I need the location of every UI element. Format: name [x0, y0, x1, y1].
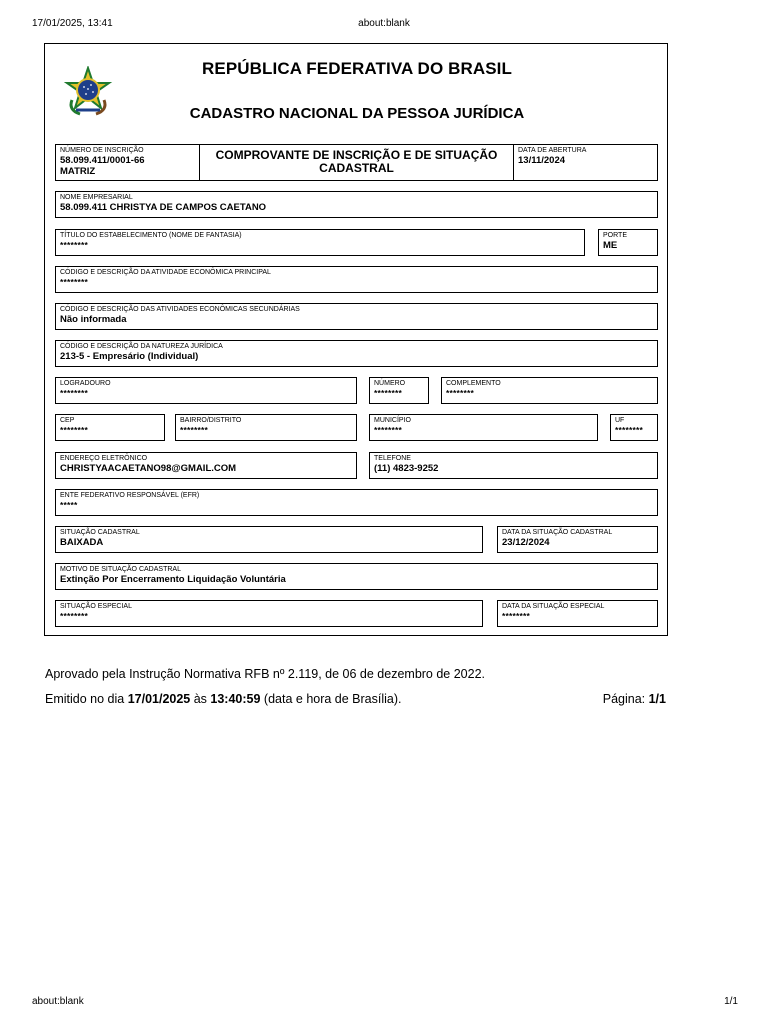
inscricao-type: MATRIZ	[60, 166, 96, 177]
inscricao-number: 58.099.411/0001-66	[60, 155, 145, 166]
telefone-box	[369, 452, 658, 479]
emission-time: 13:40:59	[210, 692, 261, 706]
email-value: CHRISTYAACAETANO98@GMAIL.COM	[60, 463, 237, 474]
inscricao-box	[55, 144, 200, 181]
print-footer-url: about:blank	[32, 996, 84, 1007]
print-footer	[0, 996, 768, 1010]
comprovante-box	[199, 144, 514, 181]
situacao-cadastral-value: BAIXADA	[60, 537, 104, 548]
numero-box	[369, 377, 429, 404]
efr-value: *****	[60, 500, 78, 510]
complemento-label: COMPLEMENTO	[446, 380, 501, 387]
bairro-label: BAIRRO/DISTRITO	[180, 417, 242, 424]
motivo-situacao-box	[55, 563, 658, 590]
data-situacao-especial-value: ********	[502, 611, 531, 621]
comprovante-title: COMPROVANTE DE INSCRIÇÃO E DE SITUAÇÃO CADASTRAL	[215, 148, 498, 175]
data-situacao-especial-box	[497, 600, 658, 627]
titulo-estabelecimento-box	[55, 229, 585, 256]
numero-value: ********	[374, 388, 403, 398]
numero-label: NÚMERO	[374, 380, 406, 387]
cnpj-document	[44, 43, 668, 636]
email-box	[55, 452, 357, 479]
print-datetime: 17/01/2025, 13:41	[32, 18, 113, 29]
municipio-label: MUNICÍPIO	[374, 417, 411, 424]
emission-date: 17/01/2025	[127, 692, 191, 706]
titulo-estabelecimento-label: TÍTULO DO ESTABELECIMENTO (NOME DE FANTASIA)	[60, 232, 242, 239]
bairro-box	[175, 414, 357, 441]
document-subtitle: CADASTRO NACIONAL DA PESSOA JURÍDICA	[189, 105, 525, 122]
natureza-juridica-value: 213-5 - Empresário (Individual)	[60, 351, 199, 362]
bairro-value: ********	[180, 425, 209, 435]
atividades-secundarias-box	[55, 303, 658, 330]
data-situacao-cadastral-box	[497, 526, 658, 553]
print-url: about:blank	[358, 18, 410, 29]
emission-prefix: Emitido no dia	[45, 692, 128, 706]
situacao-especial-label: SITUAÇÃO ESPECIAL	[60, 603, 132, 610]
inscricao-label: NÚMERO DE INSCRIÇÃO	[60, 147, 144, 154]
cep-value: ********	[60, 425, 89, 435]
data-abertura-label: DATA DE ABERTURA	[518, 147, 587, 154]
data-situacao-cadastral-label: DATA DA SITUAÇÃO CADASTRAL	[502, 529, 613, 536]
uf-box	[610, 414, 658, 441]
efr-label: ENTE FEDERATIVO RESPONSÁVEL (EFR)	[60, 492, 200, 499]
atividade-principal-box	[55, 266, 658, 293]
approval-note: Aprovado pela Instrução Normativa RFB nº 2.119, de 06 de dezembro de 2022.	[45, 667, 486, 681]
logradouro-value: ********	[60, 388, 89, 398]
natureza-juridica-box	[55, 340, 658, 367]
titulo-estabelecimento-value: ********	[60, 240, 89, 250]
page-number	[603, 692, 666, 706]
nome-empresarial-value: 58.099.411 CHRISTYA DE CAMPOS CAETANO	[60, 202, 267, 213]
email-label: ENDEREÇO ELETRÔNICO	[60, 455, 148, 462]
efr-box	[55, 489, 658, 516]
print-header	[0, 18, 768, 32]
situacao-cadastral-box	[55, 526, 483, 553]
print-footer-page: 1/1	[724, 996, 738, 1007]
data-situacao-cadastral-value: 23/12/2024	[502, 537, 550, 548]
data-abertura-value: 13/11/2024	[518, 155, 566, 166]
natureza-juridica-label: CÓDIGO E DESCRIÇÃO DA NATUREZA JURÍDICA	[60, 343, 223, 350]
emission-suffix: (data e hora de Brasília).	[260, 692, 402, 706]
motivo-situacao-value: Extinção Por Encerramento Liquidação Voluntária	[60, 574, 286, 585]
uf-label: UF	[615, 417, 625, 424]
emission-mid: às	[190, 692, 211, 706]
nome-empresarial-label: NOME EMPRESARIAL	[60, 194, 133, 201]
complemento-value: ********	[446, 388, 475, 398]
data-situacao-especial-label: DATA DA SITUAÇÃO ESPECIAL	[502, 603, 605, 610]
logradouro-label: LOGRADOURO	[60, 380, 111, 387]
cep-box	[55, 414, 165, 441]
emission-note	[45, 692, 402, 706]
atividade-principal-value: ********	[60, 277, 89, 287]
nome-empresarial-box	[55, 191, 658, 218]
complemento-box	[441, 377, 658, 404]
atividades-secundarias-value: Não informada	[60, 314, 127, 325]
data-abertura-box	[513, 144, 658, 181]
municipio-box	[369, 414, 598, 441]
situacao-especial-box	[55, 600, 483, 627]
uf-value: ********	[615, 425, 644, 435]
porte-label: PORTE	[603, 232, 627, 239]
document-title: REPÚBLICA FEDERATIVA DO BRASIL	[202, 59, 512, 78]
page-number-value: 1/1	[648, 692, 666, 706]
atividades-secundarias-label: CÓDIGO E DESCRIÇÃO DAS ATIVIDADES ECONÔMICAS SECUNDÁRIAS	[60, 306, 300, 313]
situacao-cadastral-label: SITUAÇÃO CADASTRAL	[60, 529, 140, 536]
telefone-label: TELEFONE	[374, 455, 411, 462]
situacao-especial-value: ********	[60, 611, 89, 621]
porte-box	[598, 229, 658, 256]
cep-label: CEP	[60, 417, 75, 424]
telefone-value: (11) 4823-9252	[374, 463, 439, 474]
page-number-label: Página:	[602, 692, 649, 706]
motivo-situacao-label: MOTIVO DE SITUAÇÃO CADASTRAL	[60, 566, 181, 573]
porte-value: ME	[603, 240, 618, 251]
atividade-principal-label: CÓDIGO E DESCRIÇÃO DA ATIVIDADE ECONÔMICA PRINCIPAL	[60, 269, 271, 276]
municipio-value: ********	[374, 425, 403, 435]
logradouro-box	[55, 377, 357, 404]
